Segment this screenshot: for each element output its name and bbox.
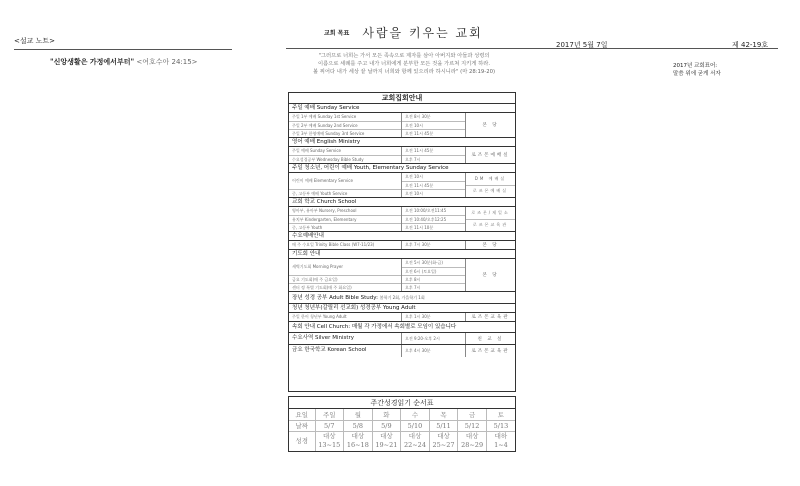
section-prayer-meeting: 기도회 안내 [289, 250, 515, 259]
service-name: 어린이 예배 Elementary Service [292, 178, 353, 183]
service-time: 오전 10:40/오후12:25 [402, 215, 465, 223]
table-cell: 5/12 [458, 420, 487, 431]
service-place: 친 교 실 [477, 336, 504, 342]
scripture-verse [286, 52, 522, 76]
korean-school-label: 금요 한국학교 Korean School [289, 345, 402, 357]
table-cell: 토 [486, 409, 515, 420]
service-place: 본 당 [482, 243, 499, 248]
service-time: 오전 11시 45분 [402, 181, 465, 189]
service-name: 주일 2부 예배 Sunday 2nd Service [289, 121, 401, 129]
sermon-line [14, 57, 232, 67]
table-cell: 5/8 [344, 420, 373, 431]
service-time: 오전 10시 [402, 189, 465, 197]
service-place: 본 당 [482, 273, 499, 278]
bulletin-date: 2017년 5월 7일 [556, 41, 608, 49]
service-time: 오전 11시 45분 [405, 148, 434, 153]
verse-line: "그러므로 너희는 가서 모든 족속으로 제자를 삼아 아버지와 아들과 성령의 [318, 53, 490, 59]
section-english-ministry: 영어 예배 English Ministry [289, 138, 515, 147]
service-time: 오후 7시 [402, 283, 465, 291]
issue-number: 제 42-19호 [732, 41, 769, 49]
table-cell [486, 431, 515, 451]
service-time: 오전 5시 30분(화-금) [405, 260, 443, 265]
table-cell: 주일 [315, 409, 344, 420]
table-cell [344, 431, 373, 451]
prayer-rows [289, 259, 515, 292]
year-motto-text: 말씀 위에 굳게 서자 [673, 71, 721, 77]
table-cell: 월 [344, 409, 373, 420]
service-time: 오전 8시 30분 [405, 114, 431, 119]
table-cell: 5/10 [401, 420, 430, 431]
section-cell-church: 속회 안내 Cell Church: 매월 각 가정에서 속회별로 모임이 있습니다 [289, 322, 515, 333]
book-name: 대하 [494, 432, 508, 441]
section-church-school: 교회 학교 Church School [289, 198, 515, 207]
section-adult-bible-study [289, 292, 515, 304]
chapters: 13~15 [318, 441, 341, 450]
service-time: 오후 7시 30분 [405, 242, 431, 247]
reading-table [289, 409, 515, 451]
section-young-adult: 청년 청년부(갈릴리 선교회) 성경공부 Young Adult [289, 304, 515, 313]
service-name: 새벽기도회 Morning Prayer [292, 264, 343, 269]
service-time: 오전 10시 [405, 174, 423, 179]
service-name: 유치부 Kindergarten, Elementary [289, 215, 401, 223]
book-name: 대상 [323, 432, 336, 441]
chapters: 16~18 [346, 441, 369, 450]
year-motto [673, 62, 721, 78]
silver-ministry-label: 수요사역 Silver Ministry [289, 333, 402, 344]
service-time: 오전 6시 (토요일) [402, 267, 465, 275]
note-title: <설교 노트> [14, 36, 232, 50]
service-name: 주일 예배 Sunday Service [292, 148, 342, 153]
motto-text: 사람을 키우는 교회 [362, 26, 483, 40]
table-cell: 성경 [289, 431, 315, 451]
service-place: DM 예배실 [474, 175, 507, 181]
book-name: 대상 [380, 432, 393, 441]
section-sunday-service: 주일 예배 Sunday Service [289, 104, 515, 113]
book-name: 대상 [408, 432, 422, 441]
table-cell [401, 431, 430, 451]
service-time: 오전 10:00/오전11:45 [405, 208, 447, 213]
adult-study-schedule: 봄학기 2회, 가을학기 1회 [379, 295, 425, 300]
service-name: 중, 고등부 Youth [289, 223, 401, 231]
sermon-reference: <여호수아 24:15> [136, 58, 198, 66]
table-cell: 금 [458, 409, 487, 420]
service-name: 센터 정 특별 기도회(매 주 화요일) [289, 283, 401, 291]
service-time: 오후 1시 30분 [405, 314, 431, 319]
service-time: 오후 8시 [402, 275, 465, 283]
service-name: 금요 기도회(매 주 금요일) [289, 275, 401, 283]
table-cell: 목 [429, 409, 458, 420]
book-name: 대상 [437, 432, 450, 441]
chapters: 28~29 [461, 441, 484, 450]
table-cell: 화 [372, 409, 401, 420]
service-name: 매 주 수요일 Trinity Bible Class (W7-11/23) [292, 242, 375, 247]
worship-guide [288, 92, 516, 392]
table-cell: 수 [401, 409, 430, 420]
sunday-service-rows [289, 113, 515, 138]
service-name: 영아부, 유아부 Nursery, Preschool [292, 208, 357, 213]
table-cell [315, 431, 344, 451]
service-time: 오전 9:20-오후 2시 [405, 336, 440, 341]
service-name: 주일 1부 예배 Sunday 1st Service [292, 114, 357, 119]
table-cell: 5/9 [372, 420, 401, 431]
table-cell: 5/13 [486, 420, 515, 431]
table-cell [429, 431, 458, 451]
reading-dates-row [289, 420, 515, 431]
service-name: 주일 3부 한영예배 Sunday 3rd Service [289, 129, 401, 137]
service-place: 로즈몬예배실 [471, 153, 510, 158]
church-school-rows [289, 207, 515, 232]
adult-study-label: 장년 성경 공부 Adult Bible Study: [292, 295, 378, 301]
silver-ministry-row [289, 333, 515, 345]
chapters: 19~21 [375, 441, 398, 450]
service-name: 수요성경공부 Wednesday Bible Study [289, 155, 401, 163]
chapters: 25~27 [432, 441, 455, 450]
service-time: 오전 11시 45분 [402, 129, 465, 137]
book-name: 대상 [351, 432, 365, 441]
service-time: 오후 4시 30분 [405, 348, 431, 353]
motto-label: 교회 목표 [324, 30, 350, 37]
section-wednesday-service: 수요예배안내 [289, 232, 515, 241]
service-time: 오전 10시 [402, 121, 465, 129]
table-cell: 5/11 [429, 420, 458, 431]
service-place: 로즈몬교육관 [471, 315, 510, 320]
service-time: 오전 11시 10분 [402, 223, 465, 231]
bible-reading-schedule [288, 396, 516, 452]
table-cell [458, 431, 487, 451]
table-cell: 요일 [289, 409, 315, 420]
service-name: 중, 고등부 예배 Youth Service [289, 189, 401, 197]
church-motto [324, 22, 524, 41]
korean-school-row [289, 345, 515, 357]
table-cell [372, 431, 401, 451]
guide-title: 교회집회안내 [289, 93, 515, 104]
header-divider [286, 48, 778, 49]
service-place: 본 당 [482, 123, 499, 128]
chapters: 22~24 [403, 441, 426, 450]
wednesday-rows [289, 241, 515, 250]
service-place: 로즈몬예배실 [466, 185, 515, 198]
service-place: 로즈몬/제일소 [471, 209, 510, 215]
section-youth-service: 주일 청소년, 어린이 예배 Youth, Elementary Sunday Service [289, 164, 515, 173]
verse-line: 이름으로 세례를 주고 내가 너희에게 분부한 모든 것을 가르쳐 지키게 하라. [317, 61, 491, 67]
reading-books-row [289, 431, 515, 451]
table-cell: 날짜 [289, 420, 315, 431]
service-name: 주일 한어 청년부 Young Adult [292, 314, 347, 319]
sermon-note [14, 36, 232, 67]
youth-service-rows [289, 173, 515, 198]
table-cell: 5/7 [315, 420, 344, 431]
book-name: 대상 [465, 432, 479, 441]
reading-days-row [289, 409, 515, 420]
service-place: 로즈몬교육관 [471, 349, 510, 354]
reading-title: 주간성경읽기 순서표 [289, 397, 515, 409]
young-adult-rows [289, 313, 515, 322]
service-time: 오후 7시 [402, 155, 465, 163]
service-place: 로즈몬교육관 [466, 219, 515, 232]
english-ministry-rows [289, 147, 515, 164]
chapters: 1~4 [494, 441, 508, 450]
verse-line: 볼 찌어다 내가 세상 끝 날까지 너희와 항께 있으리라 하시니라" (마 28:19-20) [312, 69, 496, 75]
sermon-title: "신앙생활은 가정에서부터" [50, 57, 135, 66]
year-motto-label: 2017년 교회표어: [673, 63, 718, 69]
